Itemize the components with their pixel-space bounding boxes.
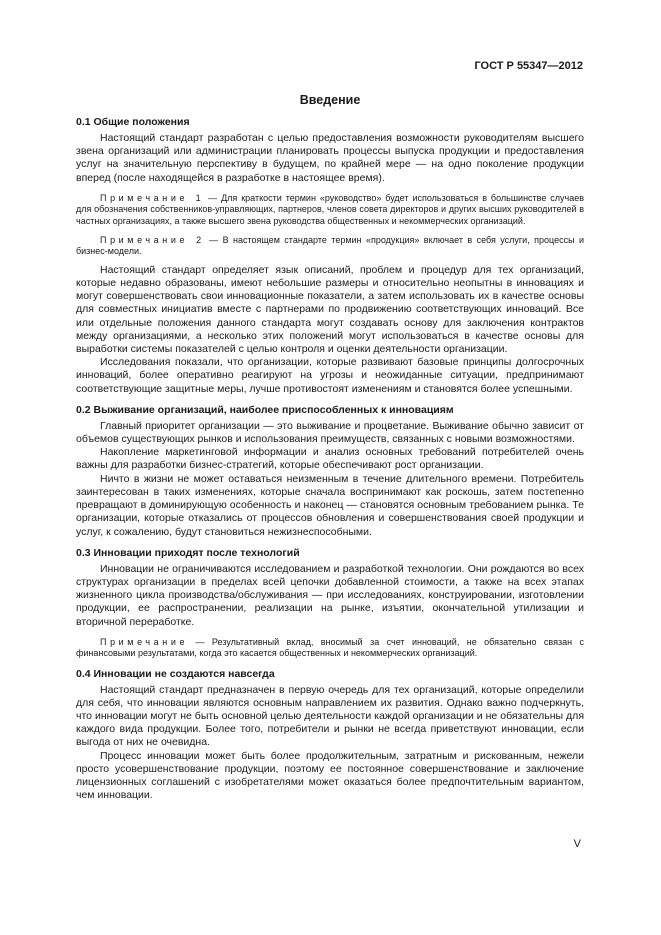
- section-heading: 0.3 Инновации приходят после технологий: [76, 546, 300, 559]
- section-heading: 0.1 Общие положения: [76, 116, 190, 128]
- note-label: Примечание: [100, 636, 189, 647]
- note: [76, 637, 584, 660]
- paragraph: Ничто в жизни не может оставаться неизменным в течение длительного времени. Потребитель заинтересован в таких изменениях, которые сначала воспринимают как роскошь, затем постепенно превращают в доминирующую особенность и наконец — становятся основным требованием рынка. Те организации, которые отказались от процессов обновления и совершенствования своей продукции и услуг, к сожалению, будут становиться нежизнеспособными.: [76, 472, 584, 538]
- note: [76, 193, 584, 227]
- note-text: — Для краткости термин «руководство» будет использоваться в большинстве случаев для обозначения собственников-управляющих, партнеров, членов совета директоров и других высших руководителей в частных организациях, а также высшего звена руководства общественных и некоммерческих организаций.: [76, 192, 584, 226]
- note: [76, 235, 584, 258]
- page-number: V: [573, 838, 581, 850]
- paragraph: Накопление маркетинговой информации и анализ основных требований потребителей очень важны для разработки бизнес-стратегий, которые обеспечивают рост организации.: [76, 446, 584, 472]
- document-content: [76, 93, 584, 802]
- paragraph: Инновации не ограничиваются исследованием и разработкой технологии. Они рождаются во всех структурах организации в пределах всей цепочки добавленной стоимости, а также на всех этапах жизненного цикла производства/обслуживания — при исследованиях, конструировании, изготовлении продукции, ее распространении, реализации на рынке, изъятии, окончательной утилизации и вторичной переработке.: [76, 562, 584, 628]
- note-text: — Результативный вклад, вносимый за счет инноваций, не обязательно связан с финансовыми результатами, когда это касается общественных и некоммерческих организаций.: [76, 636, 584, 659]
- paragraph: Настоящий стандарт разработан с целью предоставления возможности руководителям высшего звена организаций или администрации планировать процессы выпуска продукции и предоставления услуг на значительную перспективу в будущем, по крайней мере — на одно поколение продукции вперед (после находящейся в разработке в настоящее время).: [76, 132, 584, 184]
- standard-designation: ГОСТ Р 55347—2012: [474, 60, 583, 72]
- paragraph: Настоящий стандарт предназначен в первую очередь для тех организаций, которые определили для себя, что инновации являются основным направлением их развития. Однако важно подчеркнуть, что инновации могут не быть основной целью деятельности каждой организации и не обязательны для каждого вида продукции. Более того, потребители и рынки не всегда приветствуют инновации, если выгода от них не очевидна.: [76, 683, 584, 749]
- paragraph: Процесс инновации может быть более продолжительным, затратным и рискованным, нежели просто усовершенствование продукции, поэтому ее постоянное совершенствование и заключение лицензионных соглашений с изобретателями может оказаться более предпочтительным вариантом, чем инновации.: [76, 749, 584, 802]
- page-title: Введение: [299, 93, 361, 107]
- section-heading: 0.4 Инновации не создаются навсегда: [76, 667, 275, 680]
- note-label: Примечание 1: [100, 192, 205, 203]
- paragraph: Настоящий стандарт определяет язык описаний, проблем и процедур для тех организаций, которые недавно образованы, имеют небольшие размеры и относительно неопытны в инновациях и могут совершенствовать свои инновационные показатели, а затем использовать их в качестве основы для совместных инициатив вместе с партнерами по продвижению соответствующих инноваций. Все или отдельные положения данного стандарта могут создавать основу для заключения контрактов между организациями, а несколько этих положений могут использоваться в качестве основы для выработки системы показателей с целью контроля и оценки деятельности организации.: [76, 263, 584, 356]
- section-heading: 0.2 Выживание организаций, наиболее приспособленных к инновациям: [76, 403, 454, 416]
- note-label: Примечание 2: [100, 235, 205, 246]
- paragraph: Исследования показали, что организации, которые развивают базовые принципы долгосрочных инноваций, более оперативно реагируют на угрозы и неожиданные ситуации, предпринимают соответствующие защитные меры, лучше противостоят изменениям и становятся более успешными.: [76, 356, 584, 395]
- note-text: — В настоящем стандарте термин «продукция» включает в себя услуги, процессы и бизнес-модели.: [76, 235, 584, 257]
- paragraph: Главный приоритет организации — это выживание и процветание. Выживание обычно зависит от объемов существующих рынков и использования преимуществ, связанных с новыми возможностями.: [76, 419, 584, 446]
